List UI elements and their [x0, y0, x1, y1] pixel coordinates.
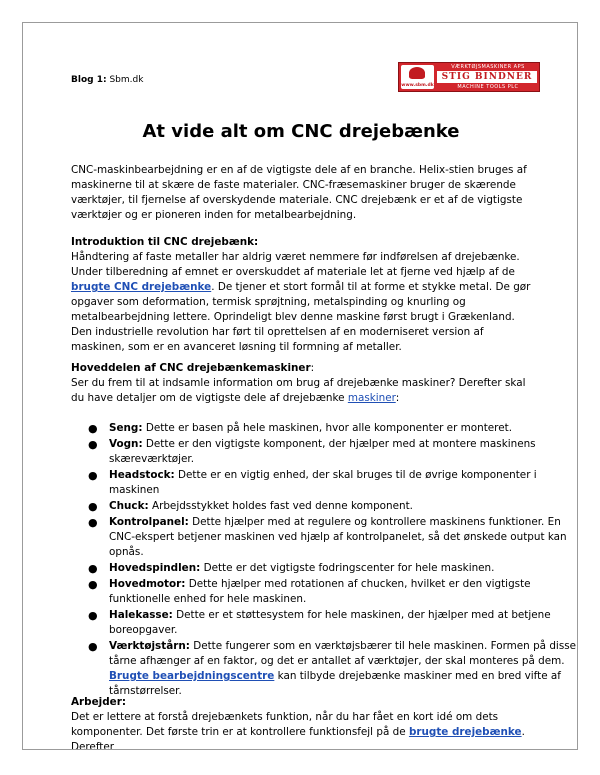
blog-header: [71, 75, 143, 85]
bullet-icon: ●: [88, 562, 98, 575]
blog-label: Blog 1:: [71, 75, 107, 85]
logo-site: www.sbm.dk: [401, 83, 434, 88]
list-item: ● Hovedmotor: Dette hjælper med rotationen af chucken, hvilket er den vigtigste funktionelle enhed for hele maskinen.: [88, 578, 531, 605]
logo-emblem: [401, 65, 434, 89]
document-page: [22, 22, 578, 750]
section-text: Det er lettere at forstå drejebænkets funktion, når du har fået en kort idé om dets komponenter. Det første trin er at kontrollere funktionsfejl på de brugte drejebænke. Derefter: [71, 711, 525, 750]
list-item: ● Headstock: Dette er en vigtig enhed, der skal bruges til de øvrige komponenter i maskinen: [88, 469, 537, 496]
bullet-icon: ●: [88, 500, 98, 513]
section-heading: Introduktion til CNC drejebænk:: [71, 236, 259, 248]
section-text: Ser du frem til at indsamle information om brug af drejebænke maskiner? Derefter skal du have detaljer om de vigtigste dele af drejebænke maskiner:: [71, 377, 526, 404]
logo-bottom-text: MACHINE TOOLS PLC: [457, 84, 519, 90]
list-item: ● Chuck: Arbejdsstykket holdes fast ved denne komponent.: [88, 500, 413, 513]
logo-top-text: VÆRKTØJSMASKINER APS: [451, 64, 525, 70]
section-text: Håndtering af faste metaller har aldrig været nemmere før indførelsen af drejebænke. Under tilberedning af emnet er overskuddet af materiale let at fjerne ved hjælp af de brugte CNC drejebænke. De tjener et stort formål til at forme et stykke metal. De gør opgaver som deformation, termisk sprøjtning, metalspinding og knurling og metalbearbejdning lettere. Oprindeligt blev denne maskine først brugt i Grækenland. Den industrielle revolution har ført til oprettelsen af en moderniseret version af maskinen, som er en avanceret løsning til formning af metaller.: [71, 251, 531, 353]
used-lathes-link[interactable]: brugte drejebænke: [408, 726, 522, 738]
list-item: ● Halekasse: Dette er et støttesystem for hele maskinen, der hjælper med at betjene boreopgaver.: [88, 609, 551, 636]
company-logo: [398, 62, 540, 92]
section-heading: Hoveddelen af CNC drejebænkemaskiner: [71, 362, 311, 374]
bullet-icon: ●: [88, 438, 98, 451]
section-intro-cnc: [71, 235, 533, 355]
list-item: ● Seng: Dette er basen på hele maskinen, hvor alle komponenter er monteret.: [88, 422, 512, 435]
section-heading: Arbejder:: [71, 696, 126, 708]
bullet-icon: ●: [88, 422, 98, 435]
bullet-icon: ●: [88, 578, 98, 591]
list-item: ● Kontrolpanel: Dette hjælper med at regulere og kontrollere maskinens funktioner. En CNC-ekspert betjener maskinen ved hjælp af kontrolpanelet, så det ønskede output kan opnås.: [88, 516, 567, 558]
parts-list: [71, 421, 578, 700]
used-machining-centers-link[interactable]: Brugte bearbejdningscentre: [109, 670, 275, 682]
bullet-icon: ●: [88, 640, 98, 653]
page-title: At vide alt om CNC drejebænke: [142, 121, 460, 142]
section-main-parts: [71, 361, 533, 406]
bullet-icon: ●: [88, 609, 98, 622]
section-working: [71, 695, 533, 750]
list-item: ● Vogn: Dette er den vigtigste komponent, der hjælper med at montere maskinens skæreværktøjer.: [88, 438, 536, 465]
blog-site: Sbm.dk: [109, 75, 144, 85]
section-heading-row: Hoveddelen af CNC drejebænkemaskiner:: [71, 362, 315, 374]
bullet-icon: ●: [88, 516, 98, 529]
intro-paragraph: CNC-maskinbearbejdning er en af de vigtigste dele af en branche. Helix-stien bruges af maskinerne til at skære de faste materialer. CNC-fræsemaskiner bruger de skærende værktøjer, til fjernelse af overskydende materiale. CNC drejebænk er et af de vigtigste værktøjer og er pioneren inden for metalbearbejdning.: [71, 164, 527, 221]
logo-name: STIG BINDNER: [437, 71, 537, 83]
list-item: ● Værktøjstårn: Dette fungerer som en værktøjsbærer til hele maskinen. Formen på disse tårne afhænger af en faktor, og det er antallet af værktøjer, der skal monteres på dem. Brugte bearbejdningscentre kan tilbyde drejebænke maskiner med en bred vifte af tårnstørrelser.: [88, 640, 577, 697]
logo-mark-icon: [409, 67, 425, 79]
list-item: ● Hovedspindlen: Dette er det vigtigste fodringscenter for hele maskinen.: [88, 562, 495, 575]
used-cnc-lathes-link[interactable]: brugte CNC drejebænke: [71, 281, 212, 293]
machines-link[interactable]: maskiner: [347, 392, 396, 404]
bullet-icon: ●: [88, 469, 98, 482]
